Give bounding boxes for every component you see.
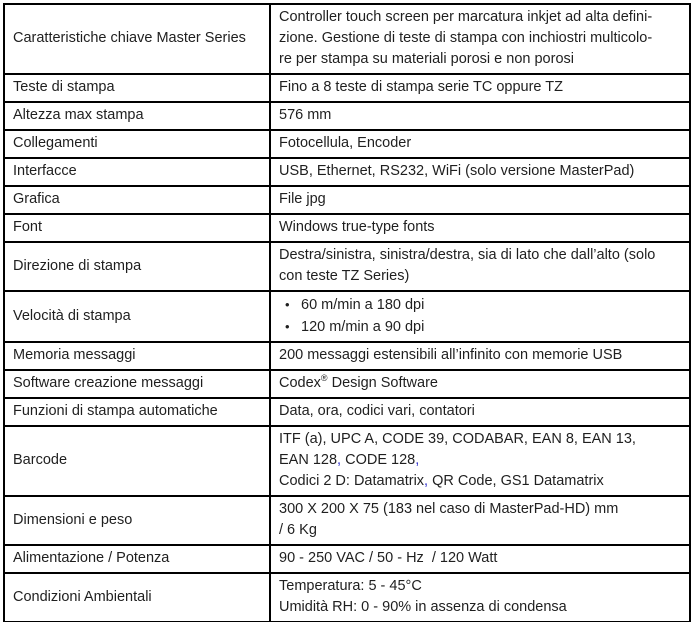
row-label: Alimentazione / Potenza [5, 546, 271, 572]
table-row [5, 425, 689, 495]
row-label: Velocità di stampa [5, 292, 271, 341]
table-row [5, 5, 689, 73]
row-value: File jpg [279, 191, 326, 207]
row-label: Barcode [5, 427, 271, 495]
bullet-icon: • [285, 297, 290, 312]
row-label: Funzioni di stampa automatiche [5, 399, 271, 425]
row-label: Altezza max stampa [5, 103, 271, 129]
row-value: ITF (a), UPC A, CODE 39, CODABAR, EAN 8, EAN 13, EAN 128, CODE 128, Codici 2 D: Datamatrix, QR Code, GS1 Datamatrix [279, 431, 636, 489]
row-label: Software creazione messaggi [5, 371, 271, 397]
table-row [5, 101, 689, 129]
table-row [5, 495, 689, 544]
row-label: Direzione di stampa [5, 243, 271, 290]
table-row [5, 290, 689, 341]
row-value: Destra/sinistra, sinistra/destra, sia di lato che dall’alto (solo con teste TZ Series) [279, 247, 656, 284]
table-row [5, 341, 689, 369]
row-value: 90 - 250 VAC / 50 - Hz / 120 Watt [279, 550, 498, 566]
table-row [5, 129, 689, 157]
row-label: Caratteristiche chiave Master Series [5, 5, 271, 73]
row-value: 576 mm [279, 107, 332, 123]
row-value: Codex® Design Software [279, 373, 438, 391]
table-row [5, 157, 689, 185]
row-value: USB, Ethernet, RS232, WiFi (solo versione MasterPad) [279, 163, 635, 179]
row-value: • 60 m/min a 180 dpi • 120 m/min a 90 dpi [271, 292, 689, 341]
row-value: Fotocellula, Encoder [279, 135, 412, 151]
row-label: Collegamenti [5, 131, 271, 157]
row-value: Controller touch screen per marcatura inkjet ad alta defini- zione. Gestione di teste di stampa con inchiostri multicolo- re per stampa su materiali porosi e non porosi [279, 9, 653, 67]
table-row [5, 397, 689, 425]
table-row [5, 544, 689, 572]
row-label: Font [5, 215, 271, 241]
row-label: Grafica [5, 187, 271, 213]
table-row [5, 369, 689, 397]
row-label: Interfacce [5, 159, 271, 185]
row-value: Temperatura: 5 - 45°C Umidità RH: 0 - 90% in assenza di condensa [279, 578, 567, 615]
table-row [5, 213, 689, 241]
table-row [5, 73, 689, 101]
table-row [5, 572, 689, 621]
row-value: Fino a 8 teste di stampa serie TC oppure TZ [279, 79, 563, 95]
row-value: 200 messaggi estensibili all’infinito con memorie USB [279, 347, 623, 363]
row-label: Memoria messaggi [5, 343, 271, 369]
row-label: Teste di stampa [5, 75, 271, 101]
row-label: Dimensioni e peso [5, 497, 271, 544]
bullet-icon: • [285, 319, 290, 334]
row-label: Condizioni Ambientali [5, 574, 271, 621]
table-row [5, 241, 689, 290]
table-row [5, 185, 689, 213]
row-value: Windows true-type fonts [279, 219, 435, 235]
spec-table [3, 3, 691, 622]
row-value: 300 X 200 X 75 (183 nel caso di MasterPad-HD) mm / 6 Kg [279, 501, 619, 538]
row-value: Data, ora, codici vari, contatori [279, 403, 475, 419]
